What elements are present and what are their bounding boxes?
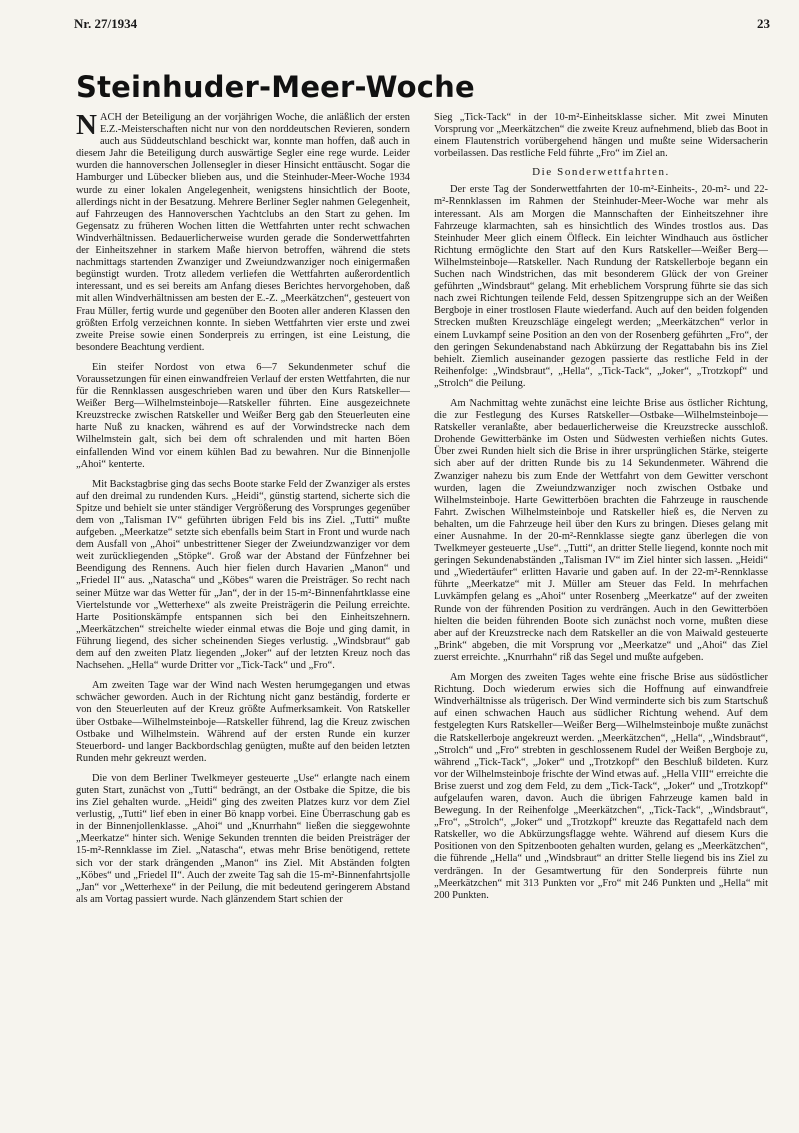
paragraph: Mit Backstagbrise ging das sechs Boote starke Feld der Zwanziger als erstes auf den dreimal zu rundenden Kurs. „Heidi“, günstig startend, sicherte sich die Spitze und behielt sie unter ständiger Vergrößerung des Vorsprunges gegenüber dem von „Talisman IV“ geführten übrigen Feld bis ins Ziel. „Tutti“ mußte aufgeben. „Meerkatze“ setzte sich ebenfalls beim Start in Front und wurde nach dem Ausfall von „Ahoi“ unbestrittener Sieger der Zweiundzwanziger vor dem weit zurückliegenden „Stöpke“. Groß war der Abstand der Fünfzehner bei Beendigung des Rennens. Auch hier fielen durch Havarien „Manon“ und „Friedel II“ aus. „Natascha“ und „Köbes“ waren die Preisträger. So recht nach seiner Mütze war das Wetter für „Jan“, der in der 15-m²-Binnenfahrtklasse eine Viertelstunde vor „Wetterhexe“ als zweite Preisträgerin die Peilung erreichte. Harte Positionskämpfe entspannen sich bei den Einheitszehnern. „Meerkätzchen“ streichelte wieder einmal etwas die Boje und ging damit, in Führung liegend, des sicher scheinenden Sieges verlustig. „Windsbraut“ gab dem auf den zweiten Platz liegenden „Joker“ auf der letzten Kreuz noch das Nachsehen. „Hella“ wurde Dritter vor „Tick-Tack“ und „Fro“. [76,478,410,672]
paragraph-intro: NACH der Beteiligung an der vorjährigen Woche, die anläßlich der ersten E.Z.-Meisterschaften nicht nur von den norddeutschen Revieren, sondern auch aus Süddeutschland beschickt war, konnte man hoffen, daß auch in diesem Jahr die Beteiligung durch auswärtige Segler eine rege wurde. Leider wurden die hannoverschen Jollensegler in dieser Hinsicht enttäuscht. Sogar die Hamburger und Lübecker blieben aus, und die Steinhuder-Meer-Woche 1934 wurde zu einer lokalen Angelegenheit, wenigstens hinsichtlich der Boote, allerdings nicht in der Besatzung. Mehrere Berliner Segler nahmen Gelegenheit, auf Fahrzeugen des Hannoverschen Yachtclubs an den Start zu gehen. Im Gegensatz zu früheren Wochen litten die Wettfahrten unter recht schwachen Windverhältnissen. Bedauerlicherweise wurden gerade die Sonderwettfahrten der Einheitszehner in starkem Maße hiervon betroffen, während die stets nachmittags startenden Zwanziger und Zweiundzwanziger noch einigermaßen begünstigt wurden. Trotz alledem verliefen die Wettfahrten außerordentlich interessant, und es sei bereits am Anfang dieses Berichtes hervorgehoben, daß mit allen Windverhältnissen am besten der E.-Z. „Meerkätzchen“, gesteuert von Frau Müller, fertig wurde und gegenüber den Booten aller anderen Klassen den größten Erfolg verzeichnen konnte. In sieben Wettfahrten vier erste und zwei zweite Preise sowie einen Sonderpreis zu erringen, ist eine Leistung, die besondere Beachtung verdient. [76,112,410,353]
paragraph: Ein steifer Nordost von etwa 6—7 Sekundenmeter schuf die Voraussetzungen für einen einwandfreien Verlauf der ersten Wettfahrten, die nur für die Rennklassen ausgeschrieben waren und über den Kurs Ratskeller—Weißer Berg—Wilhelmsteinboje—Ratskeller führten. Eine ausgezeichnete Kreuzstrecke zwischen Ratskeller und Weißer Berg gab den Steuerleuten eine harte Nuß zu knacken, während es auf der Vorwindstrecke nach dem Wilhelmstein galt, sich bei dem oft schralenden und mit harten Böen einfallenden Wind vor einem kühlen Bad zu bewahren. Nur die Binnenjolle „Ahoi“ kenterte. [76,361,410,470]
paragraph: Der erste Tag der Sonderwettfahrten der 10-m²-Einheits-, 20-m²- und 22-m²-Rennklassen im Rahmen der Steinhuder-Meer-Woche war mehr als interessant. Als am Morgen die Mannschaften der Einheitszehner ihre Fahrzeuge klarmachten, sah es hinsichtlich des Windes trostlos aus. Das Steinhuder Meer glich einem Ölfleck. Ein leichter Windhauch aus östlicher Richtung ermöglichte den Start auf den Kurs Ratskeller—Weißer Berg—Wilhelmsteinboje—Ratskeller. Nach Rundung der Ratskellerboje begann ein Suchen nach Windstrichen, das mit besonderem Glück der von Greiner geführten „Windsbraut“ gelang. Mit erheblichem Vorsprung führte sie das sich nach zwei Richtungen teilende Feld, dessen Spitzengruppe sich an der Weißen Bergboje in einer trostlosen Flaute wiederfand. Auch auf den beiden folgenden Strecken mußten Kreuzschläge eingelegt werden; „Meerkätzchen“ verlor in einem Luvkampf seine Position an den von der Rosenberg geführten „Fro“, der den geringen Sekundenabstand nach Abkürzung der Regattabahn bis ins Ziel behielt. Ziemlich auseinander gezogen passierte das restliche Feld in der Reihenfolge: „Windsbraut“, „Hella“, „Tick-Tack“, „Joker“, „Trotzkopf“ und „Strolch“ die Peilung. [434,184,768,389]
issue-number: Nr. 27/1934 [74,16,138,31]
paragraph: Am Nachmittag wehte zunächst eine leichte Brise aus östlicher Richtung, die zur Festlegung des Kurses Ratskeller—Ostbake—Wilhelmsteinboje—Ratskeller veranlaßte, aber bedauerlicherweise die Kreuzstrecke ausschloß. Drohende Gewitterbänke im Osten und Südwesten verhießen nichts Gutes. Über zwei Runden hielt sich die Brise in ihrer ursprünglichen Stärke, steigerte sich aber auf der dritten Runde bis zu 14 Sekundenmeter. Während die Zwanziger nahezu bis zum Ende der Wettfahrt von dem Gewitter verschont wurden, lagen die Zweiundzwanziger noch zwischen Ostbake und Wilhelmsteinboje. Harte Gewitterböen brachten die Fahrzeuge in rauschende Fahrt. Zwischen Wilhelmsteinboje und Ratskeller hieß es, die Nerven zu behalten, um die Fahrzeuge heil über den Kurs zu bringen. Dieses gelang mit einer Ausnahme. In der 20-m²-Rennklasse siegte ganz überlegen die von Twelkmeyer gesteuerte „Use“. „Tutti“, an dritter Stelle liegend, konnte noch mit geringen Sekundenabständen „Talisman IV“ im Ziel hinter sich lassen. „Heidi“ und „Wiedertäufer“ erlitten Havarie und gaben auf. In der 22-m²-Rennklasse führte „Meerkatze“ mit J. Müller am Steuer das Feld. In mehrfachen Luvkämpfen gelang es „Ahoi“ unter Rosenberg „Meerkatze“ auf der zweiten Runde von der führenden Position zu verdrängen. Auch in den Gewitterböen hielten die beiden führenden Boote sich zunächst noch vorne, mußten diese aber auf der Kreuzstrecke nach dem Ratskeller an die von Maiwald gesteuerte „Brink“ abgeben, die mit Vorsprung vor „Meerkatze“ und „Ahoi“ das Ziel zuerst erreichte. „Knurrhahn“ riß das Segel und mußte aufgeben. [434,397,768,663]
section-subheading: Die Sonderwettfahrten. [532,166,670,179]
right-column [434,112,768,1112]
article-title: Steinhuder-Meer-Woche [76,70,475,104]
drop-cap: N [76,112,97,141]
paragraph-continued: Sieg „Tick-Tack“ in der 10-m²-Einheitsklasse sicher. Mit zwei Minuten Vorsprung vor „Meerkätzchen“ die zweite Kreuz aufnehmend, blieb das Boot in einem Flautenstrich vorübergehend hängen und mußte seine Widersacherin vorbeilassen. Das restliche Feld führte „Fro“ im Ziel an. [434,112,768,160]
left-column [76,112,410,1112]
paragraph: Die von dem Berliner Twelkmeyer gesteuerte „Use“ erlangte nach einem guten Start, zunächst von „Tutti“ bedrängt, an der Ostbake die Spitze, die bis ins Ziel gehalten wurde. „Heidi“ ging des zweiten Platzes kurz vor dem Ziel verlustig, „Tutti“ lief eben in einer Bö knapp vorbei. Eine Überraschung gab es in der Binnenjollenklasse. „Ahoi“ und „Knurrhahn“ ließen die sieggewohnte „Meerkatze“ hinter sich. Wenige Sekunden trennten die beiden Preisträger der 15-m²-Rennklasse im Ziel. „Natascha“, etwas mehr Brise benötigend, rettete sich vor der stark drängenden „Manon“ ins Ziel. Mit Abständen folgten „Köbes“ und „Friedel II“. Auch der zweite Tag sah die 15-m²-Binnenfahrtsjolle „Jan“ vor „Wetterhexe“ in der Peilung, die mit bedeutend geringerem Abstand als am Vortag passiert wurde. Nach glänzendem Start schien der [76,772,410,905]
paragraph: Am Morgen des zweiten Tages wehte eine frische Brise aus südöstlicher Richtung. Doch wiederum erwies sich die Hoffnung auf einwandfreie Windverhältnisse als trügerisch. Der Wind verminderte sich bis zum Startschuß auf einen schwachen Hauch aus südlicher Richtung wehend. Auf dem festgelegten Kurs Ratskeller—Weißer Berg—Wilhelmsteinboje mußte zunächst die Ratskellerboje angekreuzt werden. „Meerkätzchen“, „Hella“, „Windsbraut“, „Strolch“ und „Fro“ strebten in geschlossenem Rudel der Weißen Bergboje zu, während „Tick-Tack“, „Joker“ und „Trotzkopf“ den Beschluß bildeten. Kurz vor der Wilhelmsteinboje frischte der Wind etwas auf. „Hella VIII“ erreichte die Brise zuerst und zog dem Feld, zu dem „Tick-Tack“, „Joker“ und „Trotzkopf“ aufgelaufen waren, davon. Auch die übrigen Fahrzeuge kamen bald in Bewegung. In der Reihenfolge „Meerkätzchen“, „Tick-Tack“, „Windsbraut“, „Fro“, „Strolch“, „Joker“ und „Trotzkopf“ kreuzte das Regattafeld nach dem Ratskeller, wo die Abkürzungsflagge wehte. Während auf diesem Kurs die Positionen von den Spitzenbooten gehalten wurden, gelang es „Meerkätzchen“, die führende „Hella“ und „Windsbraut“ an dritter Stelle liegend bis ins Ziel zu verdrängen. In der Gesamtwertung für den Sonderpreis führte nun „Meerkätzchen“ mit 313 Punkten vor „Fro“ mit 246 Punkten und „Hella“ mit 200 Punkten. [434,672,768,901]
page-number: 23 [757,16,770,31]
page-header [74,16,770,34]
paragraph: Am zweiten Tage war der Wind nach Westen herumgegangen und etwas schwächer geworden. Auch in der Richtung nicht ganz beständig, forderte er von den Steuerleuten auf der Kreuz größte Aufmerksamkeit. Von Ratskeller über Ostbake—Wilhelmsteinboje—Ratskeller führend, lag die Kreuz zwischen Ostbake und Wilhelmstein. Während auf der ersten Runde ein kurzer Steuerbord- und langer Backbordschlag genügten, mußte auf den beiden letzten Runden mehr gekreuzt werden. [76,680,410,764]
